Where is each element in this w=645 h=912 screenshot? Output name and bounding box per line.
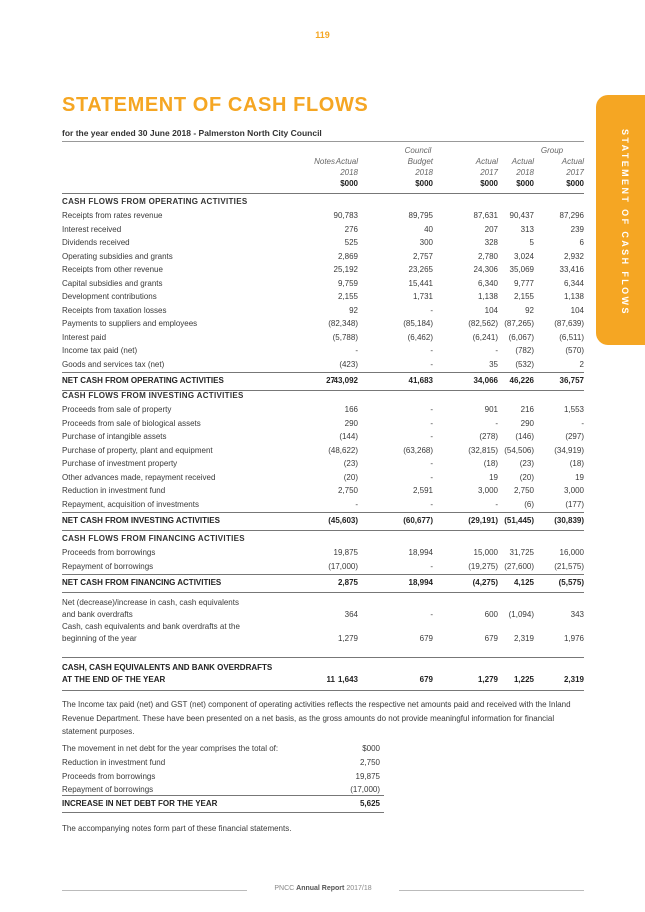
row-value: - [581,418,584,428]
row-value: (21,575) [554,561,584,571]
table-row [62,306,584,319]
row-value: - [495,499,498,509]
row-value: 343 [570,610,584,619]
table-row [62,238,584,251]
section-total [62,516,584,529]
row-label: Repayment of borrowings [62,561,154,571]
row-value: 1,976 [563,634,584,643]
movement-rule-bottom [62,812,384,813]
row-label: Purchase of investment property [62,459,178,468]
row-value: (6,241) [472,332,498,342]
row-value: - [430,610,433,619]
col-header-year: 2017 [480,168,498,177]
row-label: Interest paid [62,332,107,342]
row-value: 19 [575,472,584,482]
table-row [62,360,584,373]
row-label: AT THE END OF THE YEAR [62,675,166,684]
row-value: - [430,459,433,468]
row-label: Cash, cash equivalents and bank overdrafts at the [62,622,240,631]
row-value: 46,226 [509,376,534,385]
row-label: Reduction in investment fund [62,758,166,767]
row-label: Repayment of borrowings [62,785,154,794]
table-row [62,548,584,561]
row-value: (278) [479,432,498,441]
row-value: (532) [515,359,534,369]
col-header-year: 2018 [340,168,358,177]
row-value: 92 [525,305,534,315]
row-value: (782) [515,346,534,355]
row-value: (144) [339,432,358,441]
row-value: 2,869 [337,251,358,261]
row-value: (23) [343,459,358,468]
row-value: 3,024 [513,251,534,261]
row-value: 290 [344,418,358,428]
row-value: (34,919) [554,445,584,455]
row-value: 166 [344,405,358,414]
row-value: (5,575) [558,578,584,587]
table-row [62,405,584,418]
col-header-unit: $000 [415,179,433,188]
row-value: 2,155 [513,292,534,301]
row-value: 2,875 [337,578,358,587]
row-value: 19 [489,472,498,482]
row-value: 9,777 [513,278,534,288]
movement-intro [62,744,384,757]
col-header-unit: $000 [340,179,358,188]
subtotal-rule-bottom [62,592,584,593]
row-value: 300 [419,238,433,247]
row-label: beginning of the year [62,634,137,643]
row-label: CASH FLOWS FROM OPERATING ACTIVITIES [62,197,248,206]
row-value: (30,839) [554,516,584,525]
row-value: 2,750 [359,758,380,767]
header-rule [62,141,584,142]
row-value: (146) [515,432,534,441]
table-row [62,419,584,432]
row-value: 3,000 [563,486,584,495]
row-value: (5,788) [332,332,358,342]
row-value: 1,643 [337,675,358,684]
row-value: (17,000) [328,561,358,571]
row-value: 23,265 [408,265,433,274]
row-value: 92 [349,305,358,315]
row-value: 89,795 [408,211,433,220]
page-number: 119 [315,30,330,40]
footer-brand: PNCC [274,885,295,892]
row-value: 901 [484,405,498,414]
row-value: 24,306 [473,265,498,274]
row-label: Receipts from rates revenue [62,211,163,220]
row-value: (87,639) [554,319,584,328]
section-total [62,376,584,389]
row-value: - [430,472,433,482]
row-label: and bank overdrafts [62,610,133,619]
row-label: Receipts from other revenue [62,265,163,274]
row-value: 6,344 [563,278,584,288]
row-label: Operating subsidies and grants [62,251,173,261]
beginning-balance-row [62,622,584,648]
row-value: (6) [524,499,534,509]
row-value: 19,875 [333,548,358,557]
net-change-row [62,598,584,624]
row-value: (1,094) [508,610,534,619]
row-value: (54,506) [504,445,534,455]
row-value: 679 [484,634,498,643]
row-label: Income tax paid (net) [62,346,138,355]
row-value: 4,125 [513,578,534,587]
row-label: NET CASH FROM INVESTING ACTIVITIES [62,516,220,525]
row-value: 2 [579,359,584,369]
col-header-label: Budget [407,157,433,166]
row-label: Payments to suppliers and employees [62,319,198,328]
row-value: 5,625 [359,799,380,808]
row-value: 25,192 [333,265,358,274]
side-tab-label: STATEMENT OF CASH FLOWS [620,129,630,316]
row-label: INCREASE IN NET DEBT FOR THE YEAR [62,799,218,808]
row-value: (17,000) [350,785,380,794]
col-header-label: Actual [335,157,358,166]
row-value: 87,631 [473,211,498,220]
council-header: Council [404,146,432,155]
row-value: 328 [484,238,498,247]
row-value: - [430,405,433,414]
page-footer [62,885,584,897]
movement-row [62,785,384,798]
row-note: 27 [326,376,335,385]
row-value: 6,340 [477,278,498,288]
row-label: Receipts from taxation losses [62,305,167,315]
row-value: 679 [419,675,433,684]
row-value: (18) [483,459,498,468]
row-value: 2,932 [563,251,584,261]
subtotal-rule-bottom [62,530,584,531]
row-value: (85,184) [403,319,433,328]
row-value: 2,591 [412,486,433,495]
row-label: CASH FLOWS FROM FINANCING ACTIVITIES [62,534,245,543]
row-label: Other advances made, repayment received [62,472,216,482]
row-value: 31,725 [509,548,534,557]
row-value: 1,138 [563,292,584,301]
row-value: 41,683 [408,376,433,385]
row-value: 6 [579,238,584,247]
row-value: - [430,418,433,428]
row-value: (297) [565,432,584,441]
footer-report: Annual Report [296,885,345,892]
row-value: 239 [570,224,584,234]
table-row [62,252,584,265]
row-value: 18,994 [408,548,433,557]
row-value: - [495,346,498,355]
row-value: - [430,499,433,509]
row-label: Purchase of property, plant and equipment [62,445,213,455]
footer-text [62,885,584,892]
table-row [62,486,584,499]
row-value: 1,731 [412,292,433,301]
end-balance-total [62,663,584,689]
row-value: (20) [343,472,358,482]
row-value: (48,622) [328,445,358,455]
page-title: STATEMENT OF CASH FLOWS [62,94,369,116]
subtotal-rule-top [62,512,584,513]
closing-note: The accompanying notes form part of these financial statements. [62,824,292,833]
row-label: Reduction in investment fund [62,486,166,495]
row-label: CASH FLOWS FROM INVESTING ACTIVITIES [62,391,244,400]
row-value: 33,416 [559,265,584,274]
row-value: 104 [484,305,498,315]
row-value: (6,511) [559,332,584,342]
row-value: (18) [569,459,584,468]
movement-rule-top [62,795,384,796]
row-value: (63,268) [403,445,433,455]
tax-note-paragraph: The Income tax paid (net) and GST (net) component of operating activities reflects the respective net amounts paid and received with the Inland Revenue Department. These have been presented on a net basis, as the gross amounts do not provide meaningful information for financial statement purposes. [62,700,571,736]
row-value: 15,000 [473,548,498,557]
col-header-unit: $000 [516,179,534,188]
row-value: 2,319 [563,675,584,684]
row-value: 9,759 [337,278,358,288]
col-header-label: Actual [511,157,534,166]
row-value: - [430,432,433,441]
row-label: Net (decrease)/increase in cash, cash equivalents [62,598,239,607]
row-value: (27,600) [504,561,534,571]
row-label: Proceeds from borrowings [62,548,156,557]
row-label: NET CASH FROM OPERATING ACTIVITIES [62,376,224,385]
row-value: - [430,561,433,571]
movement-total [62,799,384,812]
row-value: 1,553 [563,405,584,414]
row-value: 18,994 [408,578,433,587]
row-value: (45,603) [328,516,358,525]
movement-row [62,758,384,771]
subtotal-rule-top [62,372,584,373]
col-header-year: 2018 [516,168,534,177]
row-value: (423) [339,359,358,369]
notes-header: Notes [314,157,335,166]
row-label: NET CASH FROM FINANCING ACTIVITIES [62,578,222,587]
end-total-rule-bottom [62,690,584,691]
row-value: 364 [344,610,358,619]
row-value: - [355,499,358,509]
row-value: 276 [344,224,358,234]
table-row [62,473,584,486]
col-header-unit: $000 [480,179,498,188]
row-label: Capital subsidies and grants [62,278,163,288]
row-value: (29,191) [468,516,498,525]
row-value: 90,783 [333,211,358,220]
row-value: - [495,418,498,428]
row-label: Purchase of intangible assets [62,432,167,441]
row-value: 216 [520,405,534,414]
table-row [62,319,584,332]
table-row [62,333,584,346]
section-heading [62,534,584,547]
section-total [62,578,584,591]
table-row [62,500,584,513]
row-value: 90,437 [509,211,534,220]
row-label: Goods and services tax (net) [62,359,165,369]
row-value: (6,067) [508,332,534,342]
row-value: 290 [520,418,534,428]
row-label: CASH, CASH EQUIVALENTS AND BANK OVERDRAFTS [62,663,273,672]
row-value: 1,279 [477,675,498,684]
row-value: - [430,359,433,369]
row-value: 679 [419,634,433,643]
row-value: 2,750 [513,486,534,495]
row-value: 2,750 [337,486,358,495]
row-note: 11 [326,675,335,684]
row-value: 104 [570,305,584,315]
row-value: 1,225 [513,675,534,684]
row-value: 35 [489,359,498,369]
row-label: Proceeds from sale of biological assets [62,418,201,428]
row-value: 525 [344,238,358,247]
table-row [62,211,584,224]
col-header-label: Actual [561,157,584,166]
row-value: 35,069 [509,265,534,274]
row-label: Proceeds from borrowings [62,771,156,781]
row-value: (60,677) [403,516,433,525]
row-value: 3,000 [477,486,498,495]
group-header: Group [540,146,564,155]
row-value: 36,757 [559,376,584,385]
row-value: 1,138 [477,292,498,301]
row-value: (87,265) [504,319,534,328]
row-label: Dividends received [62,238,130,247]
end-total-rule-top [62,657,584,658]
subtotal-rule-top [62,574,584,575]
footer-year: 2017/18 [346,885,372,892]
row-value: 34,066 [473,376,498,385]
row-value: 1,279 [337,634,358,643]
col-header-year: 2017 [566,168,584,177]
row-label: Development contributions [62,292,157,301]
row-value: 87,296 [559,211,584,220]
row-value: 207 [484,224,498,234]
section-heading [62,197,584,210]
row-value: 16,000 [559,548,584,557]
table-row [62,459,584,472]
row-value: (51,445) [504,516,534,525]
row-value: (4,275) [472,578,498,587]
row-value: - [355,346,358,355]
section-heading [62,391,584,404]
row-value: 43,092 [333,376,358,385]
side-tab [596,95,645,345]
row-label: Repayment, acquisition of investments [62,499,199,509]
col-header-year: 2018 [415,168,433,177]
row-value: (82,562) [468,319,498,328]
row-value: 2,780 [477,251,498,261]
row-label: Interest received [62,224,122,234]
row-value: 15,441 [408,278,433,288]
row-value: 19,875 [355,771,380,781]
row-value: - [430,346,433,355]
row-label: Proceeds from sale of property [62,405,172,414]
row-value: $000 [362,744,380,753]
table-row [62,292,584,305]
row-value: 40 [424,224,433,234]
row-value: 2,155 [337,292,358,301]
row-value: 600 [484,610,498,619]
page-subtitle: for the year ended 30 June 2018 - Palmerston North City Council [62,128,322,138]
row-value: (570) [565,346,584,355]
row-value: 5 [529,238,534,247]
table-row [62,446,584,459]
movement-row [62,772,384,785]
table-row [62,225,584,238]
table-row [62,432,584,445]
table-row [62,265,584,278]
row-label: The movement in net debt for the year comprises the total of: [62,744,279,753]
row-value: (177) [565,499,584,509]
col-header-label: Actual [475,157,498,166]
table-row [62,279,584,292]
row-value: 2,319 [513,634,534,643]
table-row [62,346,584,359]
row-value: - [430,305,433,315]
row-value: (32,815) [468,445,498,455]
col-header-unit: $000 [566,179,584,188]
row-value: 2,757 [412,251,433,261]
row-value: (6,462) [407,332,433,342]
row-value: (23) [519,459,534,468]
row-value: (20) [519,472,534,482]
row-value: (19,275) [468,561,498,571]
column-header-rule [62,193,584,194]
row-value: 313 [520,224,534,234]
table-row [62,562,584,575]
row-value: (82,348) [328,319,358,328]
